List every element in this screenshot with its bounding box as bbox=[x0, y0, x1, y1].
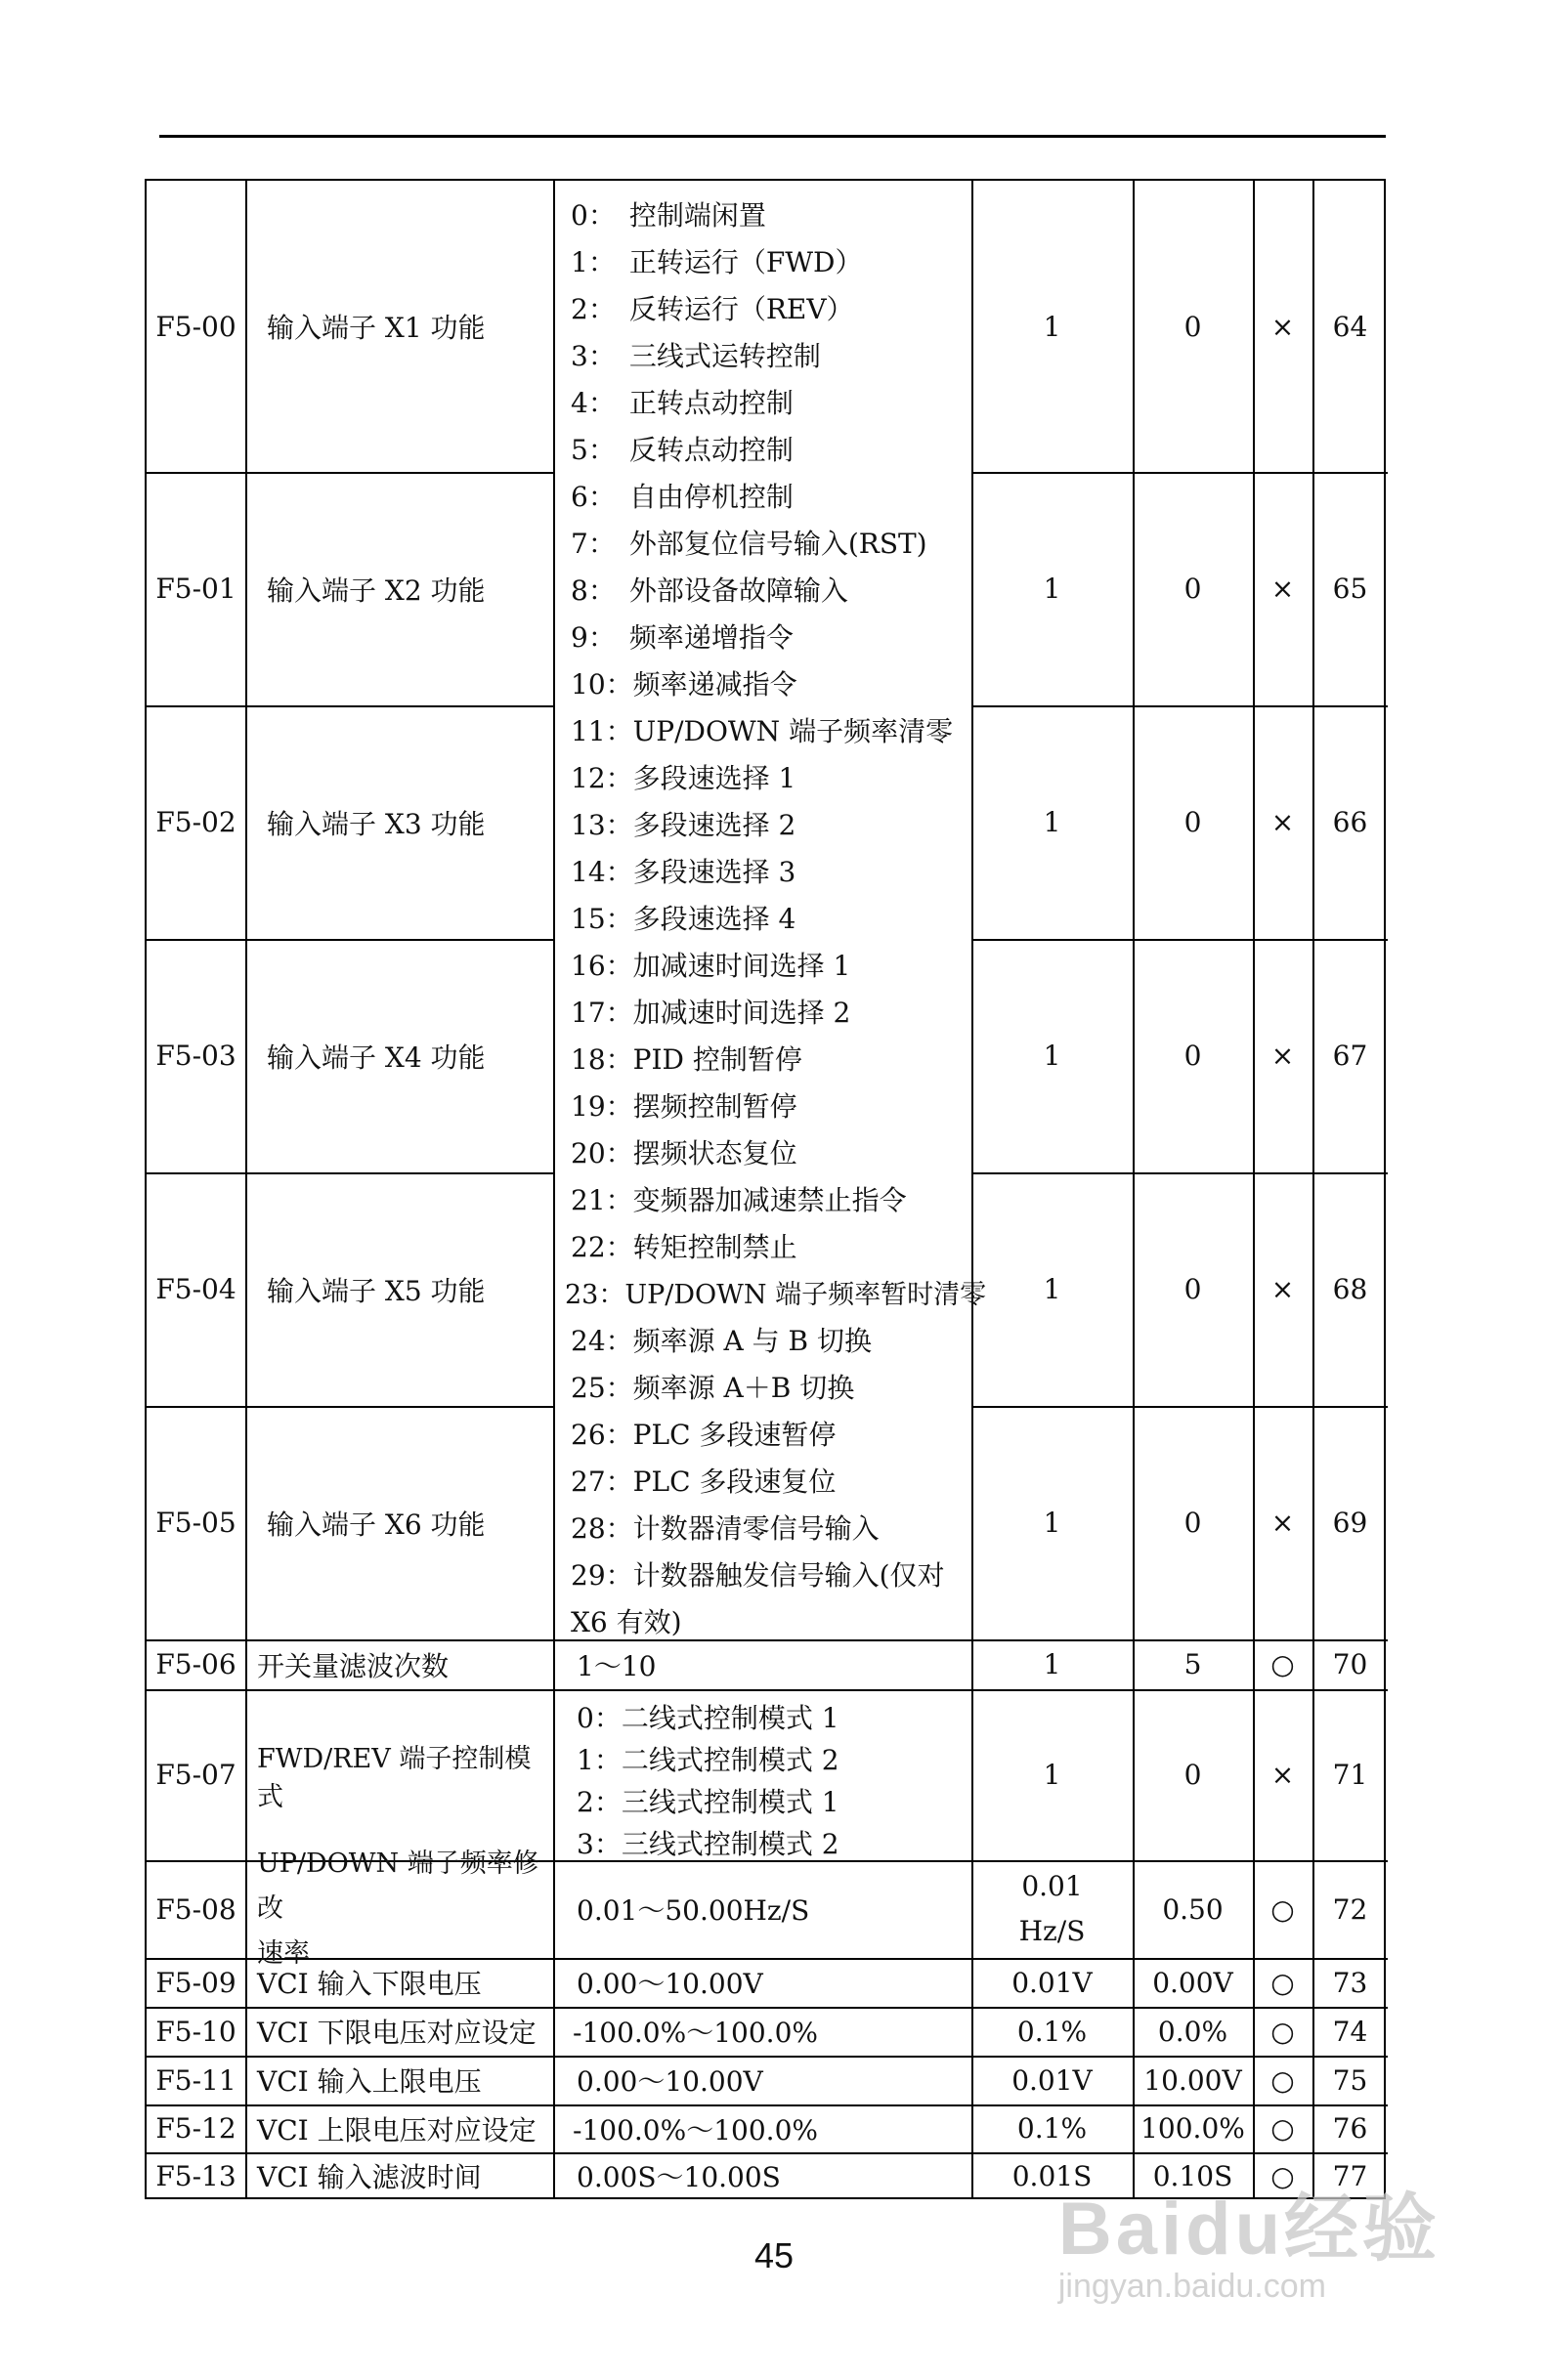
option-line: 11：UP/DOWN 端子频率清零 bbox=[571, 715, 954, 747]
param-default: 0.50 bbox=[1162, 1892, 1224, 1926]
param-serial: 73 bbox=[1332, 1966, 1368, 1999]
param-range: -100.0%～100.0% bbox=[573, 2113, 818, 2146]
param-range: 0.00～10.00V bbox=[577, 1968, 763, 2000]
param-change: × bbox=[1270, 573, 1295, 605]
param-name: VCI 输入下限电压 bbox=[257, 1968, 482, 2000]
option-line: 28：计数器清零信号输入 bbox=[571, 1512, 880, 1545]
param-name: VCI 上限电压对应设定 bbox=[257, 2113, 537, 2146]
option-line: 9： 频率递增指令 bbox=[571, 621, 794, 654]
param-code: F5-02 bbox=[155, 806, 236, 838]
param-change: ○ bbox=[1270, 2159, 1295, 2192]
param-range: 0.00～10.00V bbox=[577, 2065, 763, 2098]
min-unit-line: Hz/S bbox=[1018, 1915, 1086, 1947]
option-line: 18：PID 控制暂停 bbox=[571, 1043, 802, 1076]
option-line: 13：多段速选择 2 bbox=[571, 809, 796, 841]
param-serial: 68 bbox=[1332, 1273, 1368, 1305]
param-change: × bbox=[1270, 1759, 1295, 1791]
param-default: 0 bbox=[1183, 573, 1202, 605]
param-default: 0.10S bbox=[1152, 2159, 1233, 2192]
table-row bbox=[147, 1689, 1384, 1860]
param-code: F5-00 bbox=[155, 310, 236, 343]
param-serial: 77 bbox=[1332, 2159, 1368, 2192]
param-name: 输入端子 X5 功能 bbox=[267, 1274, 486, 1307]
option-line: 2： 反转运行（REV） bbox=[571, 293, 854, 325]
param-code: F5-03 bbox=[155, 1040, 236, 1072]
option-line: 24：频率源 A 与 B 切换 bbox=[571, 1325, 873, 1357]
option-line: 0： 控制端闲置 bbox=[571, 199, 766, 232]
param-min-unit: 1 bbox=[1043, 1648, 1061, 1680]
option-line: 7： 外部复位信号输入(RST) bbox=[571, 528, 927, 560]
option-line: 29：计数器触发信号输入(仅对 bbox=[571, 1559, 945, 1592]
param-code: F5-10 bbox=[155, 2015, 236, 2048]
option-line: 14：多段速选择 3 bbox=[571, 856, 796, 888]
param-code: F5-01 bbox=[155, 573, 236, 605]
param-name: 输入端子 X2 功能 bbox=[267, 574, 486, 607]
param-change: ○ bbox=[1270, 1892, 1295, 1926]
param-default: 100.0% bbox=[1140, 2112, 1245, 2145]
param-default: 0 bbox=[1183, 806, 1202, 838]
param-serial: 76 bbox=[1332, 2112, 1368, 2145]
param-code: F5-08 bbox=[155, 1892, 236, 1926]
param-default: 0.00V bbox=[1152, 1966, 1233, 1999]
param-min-unit: 0.1% bbox=[1016, 2015, 1088, 2048]
param-serial: 64 bbox=[1332, 310, 1368, 343]
param-default: 0 bbox=[1183, 310, 1202, 343]
option-line: 22：转矩控制禁止 bbox=[571, 1231, 797, 1263]
param-change: × bbox=[1270, 806, 1295, 838]
option-line: 21：变频器加减速禁止指令 bbox=[571, 1184, 907, 1216]
option-line: 5： 反转点动控制 bbox=[571, 434, 794, 466]
option-line: 15：多段速选择 4 bbox=[571, 903, 796, 935]
option-line: 19：摆频控制暂停 bbox=[571, 1090, 797, 1123]
option-line: 1：二线式控制模式 2 bbox=[577, 1744, 839, 1776]
table-row bbox=[147, 2056, 1384, 2104]
parameter-table bbox=[145, 179, 1386, 2199]
param-min-unit: 1 bbox=[1043, 310, 1061, 343]
param-name: 输入端子 X3 功能 bbox=[267, 807, 486, 840]
min-unit-line: 0.01 bbox=[1021, 1870, 1083, 1902]
option-line: 16：加减速时间选择 1 bbox=[571, 950, 851, 982]
option-line: 25：频率源 A＋B 切换 bbox=[571, 1372, 855, 1404]
option-line: 0：二线式控制模式 1 bbox=[577, 1702, 839, 1734]
option-line: 23：UP/DOWN 端子频率暂时清零 bbox=[565, 1280, 987, 1310]
option-line: 10：频率递减指令 bbox=[571, 668, 797, 701]
watermark bbox=[1058, 2169, 1440, 2306]
param-serial: 67 bbox=[1332, 1040, 1368, 1072]
param-name-line: 速率 bbox=[257, 1938, 310, 1969]
param-change: × bbox=[1270, 1040, 1295, 1072]
param-name: VCI 输入滤波时间 bbox=[257, 2161, 482, 2193]
table-row bbox=[147, 1639, 1384, 1689]
page-number: 45 bbox=[753, 2235, 795, 2275]
param-min-unit: 1 bbox=[1043, 1273, 1061, 1305]
param-default: 0 bbox=[1183, 1759, 1202, 1791]
param-change: ○ bbox=[1270, 1648, 1295, 1680]
param-name: VCI 输入上限电压 bbox=[257, 2065, 482, 2098]
param-min-unit: 0.1% bbox=[1016, 2112, 1088, 2145]
param-code: F5-04 bbox=[155, 1273, 236, 1305]
param-min-unit: 1 bbox=[1043, 1759, 1061, 1791]
param-default: 5 bbox=[1183, 1648, 1202, 1680]
option-line: X6 有效) bbox=[571, 1606, 682, 1638]
param-code: F5-11 bbox=[155, 2063, 236, 2097]
param-min-unit: 0.01V bbox=[1011, 1966, 1093, 1999]
option-line: 4： 正转点动控制 bbox=[571, 387, 794, 419]
param-code: F5-06 bbox=[155, 1648, 236, 1680]
watermark-logo: Baidu经验 bbox=[1057, 2188, 1440, 2271]
param-name: 输入端子 X4 功能 bbox=[267, 1041, 486, 1074]
param-name: VCI 下限电压对应设定 bbox=[257, 2017, 537, 2049]
param-default: 10.00V bbox=[1143, 2063, 1242, 2097]
param-change: ○ bbox=[1270, 2112, 1295, 2145]
option-line: 26：PLC 多段速暂停 bbox=[571, 1419, 837, 1451]
param-serial: 74 bbox=[1332, 2015, 1368, 2048]
param-code: F5-07 bbox=[155, 1759, 236, 1791]
option-line: 3：三线式控制模式 2 bbox=[577, 1828, 839, 1860]
param-min-unit: 1 bbox=[1043, 573, 1061, 605]
param-serial: 65 bbox=[1332, 573, 1368, 605]
option-line: 2：三线式控制模式 1 bbox=[577, 1786, 839, 1818]
param-range: 0.00S～10.00S bbox=[577, 2161, 781, 2193]
param-code: F5-09 bbox=[155, 1966, 236, 1999]
param-code: F5-12 bbox=[155, 2112, 236, 2145]
option-line: 27：PLC 多段速复位 bbox=[571, 1466, 837, 1498]
param-name: FWD/REV 端子控制模式 bbox=[257, 1743, 532, 1812]
param-change: × bbox=[1270, 310, 1295, 343]
param-change: ○ bbox=[1270, 2015, 1295, 2048]
header-rule bbox=[159, 135, 1386, 138]
param-default: 0 bbox=[1183, 1273, 1202, 1305]
option-line: 6： 自由停机控制 bbox=[571, 481, 794, 513]
param-name bbox=[245, 1849, 553, 1969]
param-change: ○ bbox=[1270, 1966, 1295, 1999]
param-range: 1～10 bbox=[577, 1649, 657, 1682]
param-options bbox=[553, 1689, 971, 1860]
param-min-unit: 1 bbox=[1043, 806, 1061, 838]
param-min-unit: 1 bbox=[1043, 1040, 1061, 1072]
option-line: 17：加减速时间选择 2 bbox=[571, 997, 851, 1029]
option-line: 3： 三线式运转控制 bbox=[571, 340, 821, 372]
param-name: 输入端子 X1 功能 bbox=[267, 312, 486, 344]
param-name: 输入端子 X6 功能 bbox=[267, 1508, 486, 1541]
param-name: 开关量滤波次数 bbox=[257, 1649, 450, 1682]
param-serial: 70 bbox=[1332, 1648, 1368, 1680]
param-range: 0.01～50.00Hz/S bbox=[577, 1894, 810, 1927]
param-range: -100.0%～100.0% bbox=[573, 2017, 818, 2049]
option-line: 12：多段速选择 1 bbox=[571, 762, 796, 794]
param-min-unit: 0.01S bbox=[1011, 2159, 1093, 2192]
param-default: 0 bbox=[1183, 1040, 1202, 1072]
table-row bbox=[147, 2007, 1384, 2056]
param-code: F5-13 bbox=[155, 2159, 236, 2192]
param-change: × bbox=[1270, 1273, 1295, 1305]
option-line: 20：摆频状态复位 bbox=[571, 1137, 797, 1169]
param-default: 0 bbox=[1183, 1507, 1202, 1539]
param-code: F5-05 bbox=[155, 1507, 236, 1539]
param-serial: 69 bbox=[1332, 1507, 1368, 1539]
option-line: 1： 正转运行（FWD） bbox=[571, 246, 863, 278]
table-row bbox=[147, 2104, 1384, 2152]
param-min-unit: 1 bbox=[1043, 1507, 1061, 1539]
table-row bbox=[147, 1958, 1384, 2007]
param-name-line: UP/DOWN 端子频率修改 bbox=[257, 1849, 539, 1924]
param-change: × bbox=[1270, 1507, 1295, 1539]
table-row bbox=[147, 1849, 1384, 1969]
param-min-unit: 0.01V bbox=[1011, 2063, 1093, 2097]
watermark-url: jingyan.baidu.com bbox=[1057, 2268, 1326, 2305]
option-line: 8： 外部设备故障输入 bbox=[571, 574, 848, 607]
param-serial: 66 bbox=[1332, 806, 1368, 838]
param-default: 0.0% bbox=[1157, 2015, 1228, 2048]
param-min-unit bbox=[971, 1860, 1133, 1958]
param-serial: 75 bbox=[1332, 2063, 1368, 2097]
param-change: ○ bbox=[1270, 2063, 1295, 2097]
param-serial: 72 bbox=[1332, 1892, 1368, 1926]
param-serial: 71 bbox=[1332, 1759, 1368, 1791]
